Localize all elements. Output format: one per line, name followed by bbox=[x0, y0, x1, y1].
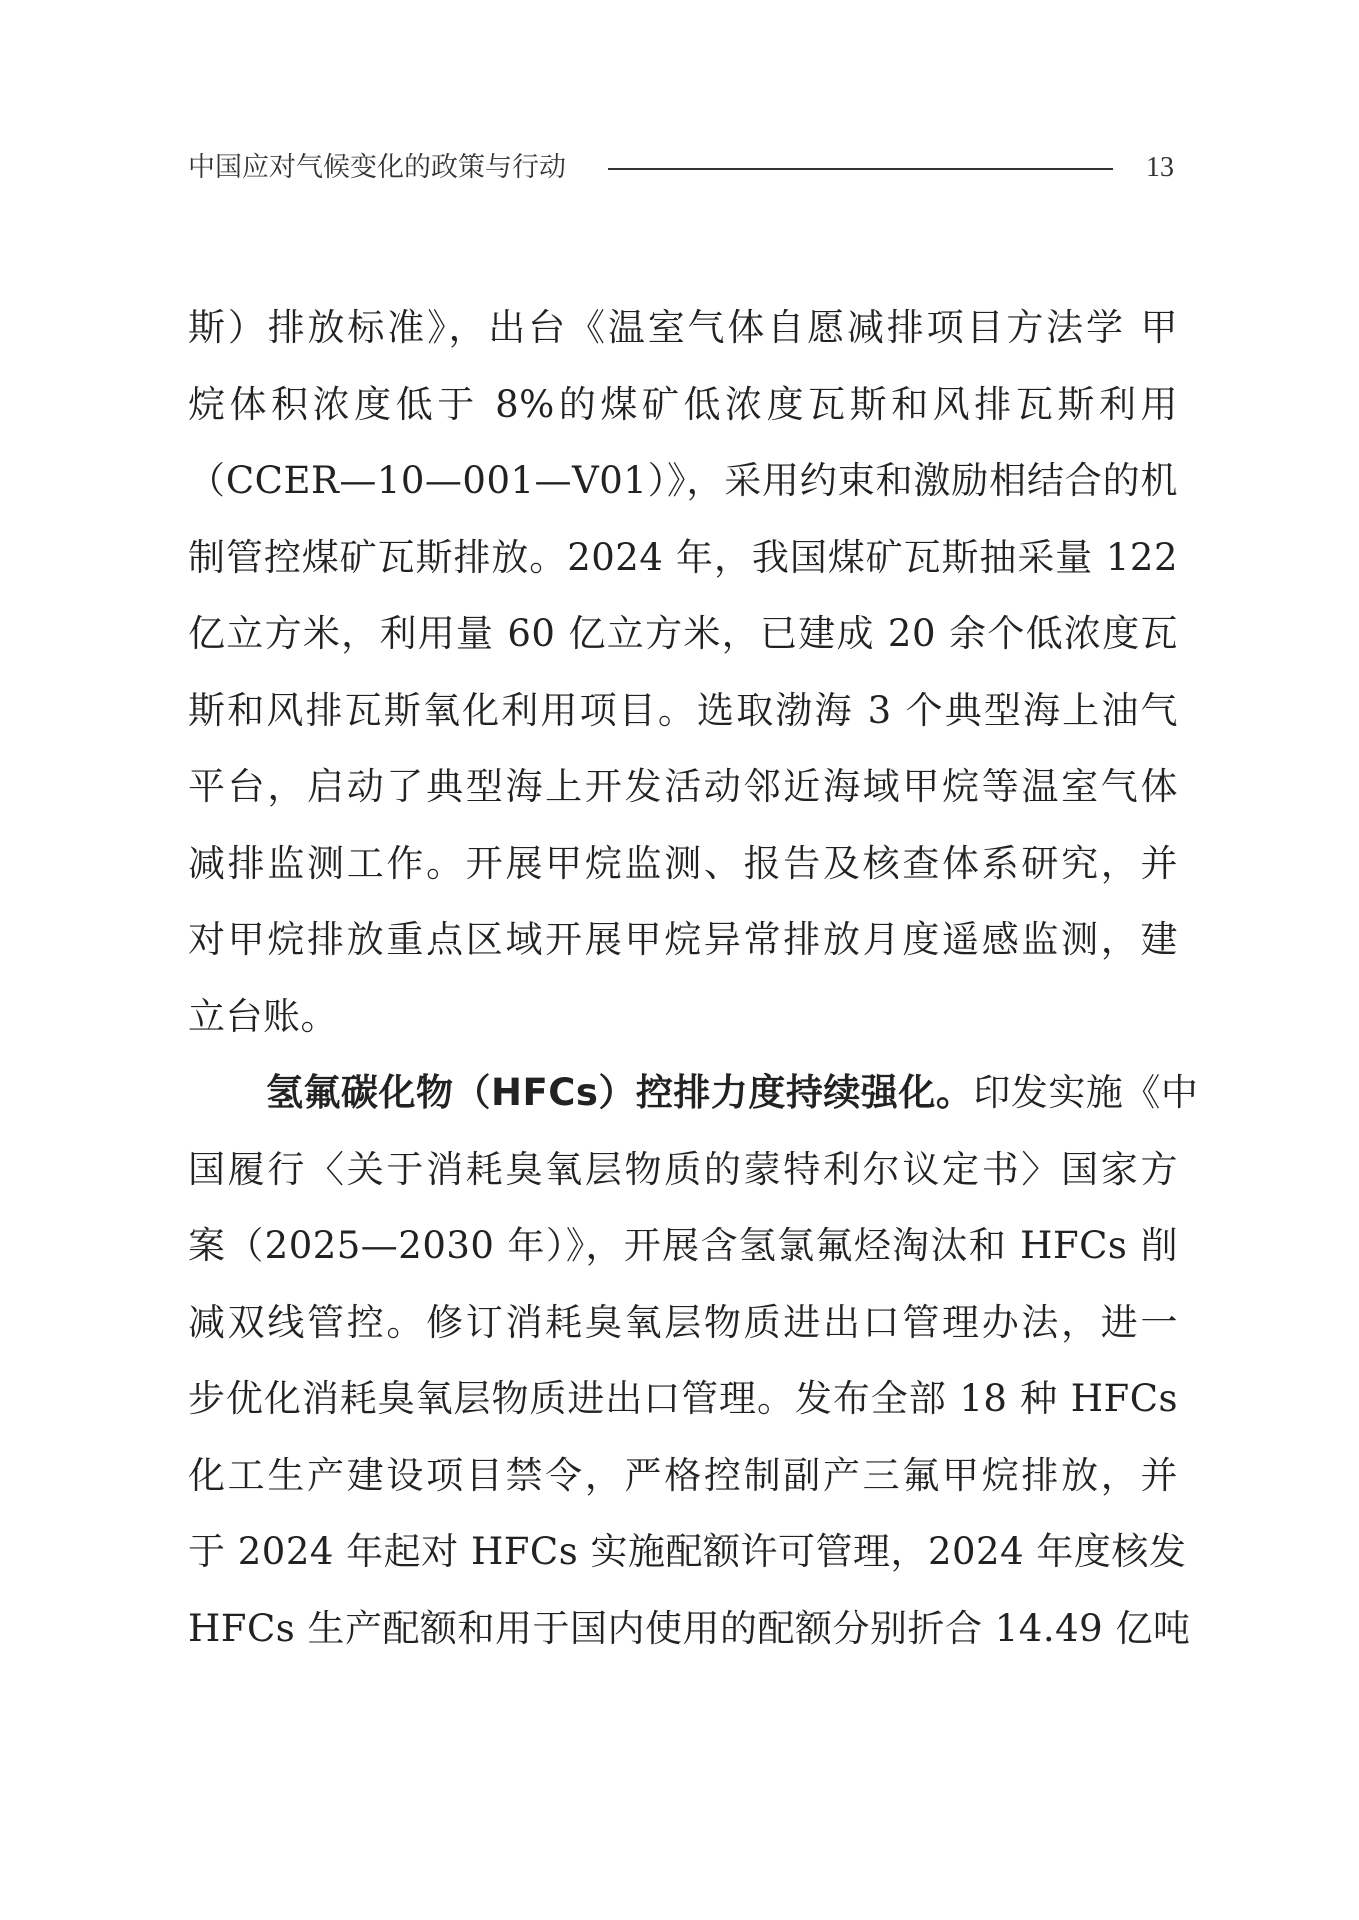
text-line: HFCs 生产配额和用于国内使用的配额分别折合 14.49 亿吨 bbox=[188, 1606, 1191, 1650]
text-line: 化工生产建设项目禁令，严格控制副产三氟甲烷排放，并 bbox=[188, 1453, 1178, 1497]
body-text bbox=[188, 290, 1199, 1667]
text-line: 减排监测工作。开展甲烷监测、报告及核查体系研究，并 bbox=[188, 841, 1178, 885]
text-line: 减双线管控。修订消耗臭氧层物质进出口管理办法，进一 bbox=[188, 1300, 1178, 1344]
text-line: 步优化消耗臭氧层物质进出口管理。发布全部 18 种 HFCs bbox=[188, 1377, 1178, 1420]
text-line: 亿立方米，利用量 60 亿立方米，已建成 20 余个低浓度瓦 bbox=[188, 612, 1178, 655]
header-rule bbox=[608, 168, 1113, 170]
text-line: 国履行〈关于消耗臭氧层物质的蒙特利尔议定书〉国家方 bbox=[188, 1147, 1178, 1191]
text-run: 印发实施《中 bbox=[973, 1071, 1199, 1114]
text-line: 斯和风排瓦斯氧化利用项目。选取渤海 3 个典型海上油气 bbox=[188, 688, 1178, 732]
paragraph-hfcs bbox=[188, 1055, 1199, 1667]
text-line: 于 2024 年起对 HFCs 实施配额许可管理，2024 年度核发 bbox=[188, 1530, 1187, 1573]
page-header bbox=[188, 148, 1188, 188]
text-line: 立台账。 bbox=[188, 994, 338, 1038]
paragraph-lead: 氢氟碳化物（HFCs）控排力度持续强化。 bbox=[266, 1071, 974, 1114]
text-line: 制管控煤矿瓦斯排放。2024 年，我国煤矿瓦斯抽采量 122 bbox=[188, 535, 1178, 579]
page-number: 13 bbox=[1146, 152, 1174, 183]
text-line: （CCER—10—001—V01）》，采用约束和激励相结合的机 bbox=[188, 459, 1178, 502]
text-line: 案（2025—2030 年）》，开展含氢氯氟烃淘汰和 HFCs 削 bbox=[188, 1224, 1178, 1267]
running-title: 中国应对气候变化的政策与行动 bbox=[188, 152, 566, 183]
text-line: 平台，启动了典型海上开发活动邻近海域甲烷等温室气体 bbox=[188, 765, 1178, 808]
text-line: 烷体积浓度低于 8%的煤矿低浓度瓦斯和风排瓦斯利用 bbox=[188, 382, 1178, 426]
text-line: 对甲烷排放重点区域开展甲烷异常排放月度遥感监测，建 bbox=[188, 918, 1178, 961]
text-line: 斯）排放标准》，出台《温室气体自愿减排项目方法学 甲 bbox=[188, 306, 1178, 349]
text-line bbox=[188, 1055, 1199, 1132]
paragraph-methane bbox=[188, 290, 1178, 1055]
